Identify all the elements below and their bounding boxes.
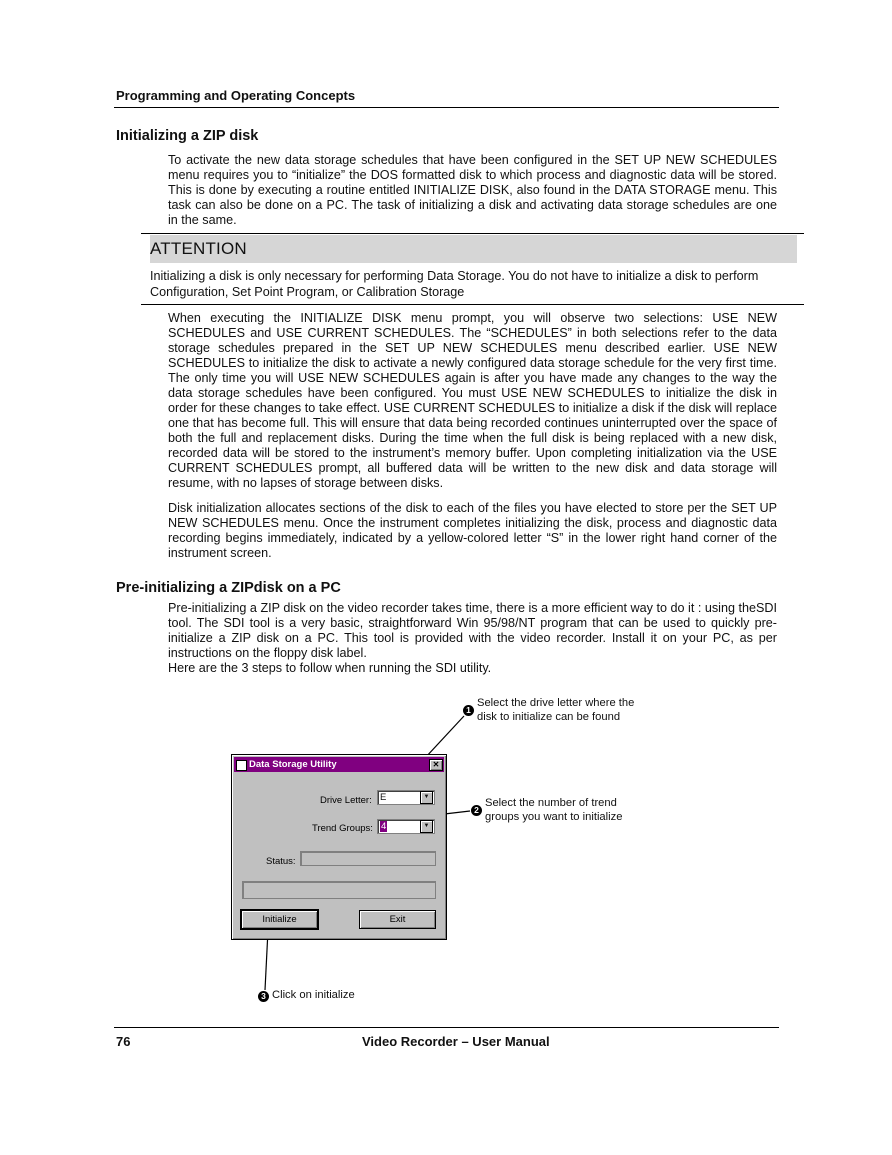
paragraph-sdi-tool: Pre-initializing a ZIP disk on the video recorder takes time, there is a more efficient way to do it : using theSDI tool. The SDI tool is a very basic, straightforward Win 95/98/NT program that can be used to quickly pre-initialize a ZIP disk on a PC. This tool is provided with the video recorder. Install it on your PC, as per instructions on the floppy disk label. [168, 601, 777, 660]
callout-1 [463, 697, 653, 724]
running-header: Programming and Operating Concepts [116, 88, 356, 103]
progress-bar [242, 881, 436, 899]
footer-rule [114, 1027, 779, 1028]
callout-3-line1: Click on initialize [272, 989, 355, 1001]
data-storage-utility-dialog [231, 754, 447, 940]
paragraph-steps: Here are the 3 steps to follow when running the SDI utility. [168, 661, 492, 675]
exit-button[interactable]: Exit [359, 910, 436, 929]
attention-text: Initializing a disk is only necessary for performing Data Storage. You do not have to initialize a disk to perform Configuration, Set Point Program, or Calibration Storage [150, 269, 759, 299]
drive-letter-value: E [380, 792, 387, 803]
app-icon [236, 760, 247, 771]
paragraph-allocation: Disk initialization allocates sections of the disk to each of the files you have elected to store per the SET UP NEW SCHEDULES menu. Once the instrument completes initializing the disk, process and diagnostic data recording begins immediately, indicated by a yellow-colored letter “S” in the lower right hand corner of the instrument screen. [168, 501, 777, 560]
status-field [300, 851, 436, 866]
manual-title: Video Recorder – User Manual [362, 1034, 550, 1049]
status-label: Status: [266, 856, 296, 867]
section-title-preinitializing: Pre-initializing a ZIPdisk on a PC [116, 580, 341, 596]
drive-letter-select[interactable] [377, 790, 435, 805]
dialog-title: Data Storage Utility [249, 759, 337, 770]
initialize-button[interactable]: Initialize [241, 910, 318, 929]
callout-2-line1: Select the number of trend [485, 797, 617, 809]
callout-3 [258, 989, 418, 1003]
trend-groups-value: 4 [381, 821, 387, 832]
trend-groups-select[interactable] [377, 819, 435, 834]
section-title-initializing: Initializing a ZIP disk [116, 128, 259, 144]
callout-2-line2: groups you want to initialize [485, 810, 623, 823]
trend-groups-label: Trend Groups: [312, 823, 373, 834]
chevron-down-icon[interactable]: ▼ [420, 820, 433, 833]
callout-1-line2: disk to initialize can be found [477, 710, 621, 723]
bullet-three-icon: 3 [258, 991, 269, 1002]
close-icon[interactable]: ✕ [429, 759, 443, 771]
dialog-title-bar[interactable] [234, 757, 444, 772]
paragraph-executing: When executing the INITIALIZE DISK menu prompt, you will observe two selections: USE NEW SCHEDULES and USE CURRENT SCHEDULES. The “SCHEDULES” in both selections refer to the data storage schedules prepared in the SET UP NEW SCHEDULES menu described earlier. USE NEW SCHEDULES to initialize the disk to activate a newly configured data storage schedule for the very first time. The only time you will USE NEW SCHEDULES again is after you have made any changes to the way the data storage schedules have been configured. You must USE NEW SCHEDULES to initialize the disk in order for these changes to take effect. USE CURRENT SCHEDULES to initialize a disk if the disk will replace one that has become full. This will ensure that data being recorded continues uninterrupted over the space of both the full and replacement disks. During the time when the full disk is being replaced with a new disk, recorded data will be stored to the instrument’s memory buffer. Upon completing initialization via the USE CURRENT SCHEDULES prompt, all buffered data will be written to the new disk and data storage will resume, with no lapses of storage between disks. [168, 311, 777, 490]
callout-1-line1: Select the drive letter where the [477, 697, 635, 709]
bullet-one-icon: 1 [463, 705, 474, 716]
callout-2 [471, 797, 661, 824]
bullet-two-icon: 2 [471, 805, 482, 816]
drive-letter-label: Drive Letter: [320, 795, 372, 806]
attention-title: ATTENTION [150, 239, 247, 258]
page-number: 76 [116, 1034, 131, 1049]
chevron-down-icon[interactable]: ▼ [420, 791, 433, 804]
paragraph-activate: To activate the new data storage schedules that have been configured in the SET UP NEW SCHEDULES menu requires you to “initialize” the DOS formatted disk to which process and diagnostic data will be stored. This is done by executing a routine entitled INITIALIZE DISK, also found in the DATA STORAGE menu. This task can also be done on a PC. The task of initializing a disk and activating data storage schedules are one in the same. [168, 153, 777, 227]
